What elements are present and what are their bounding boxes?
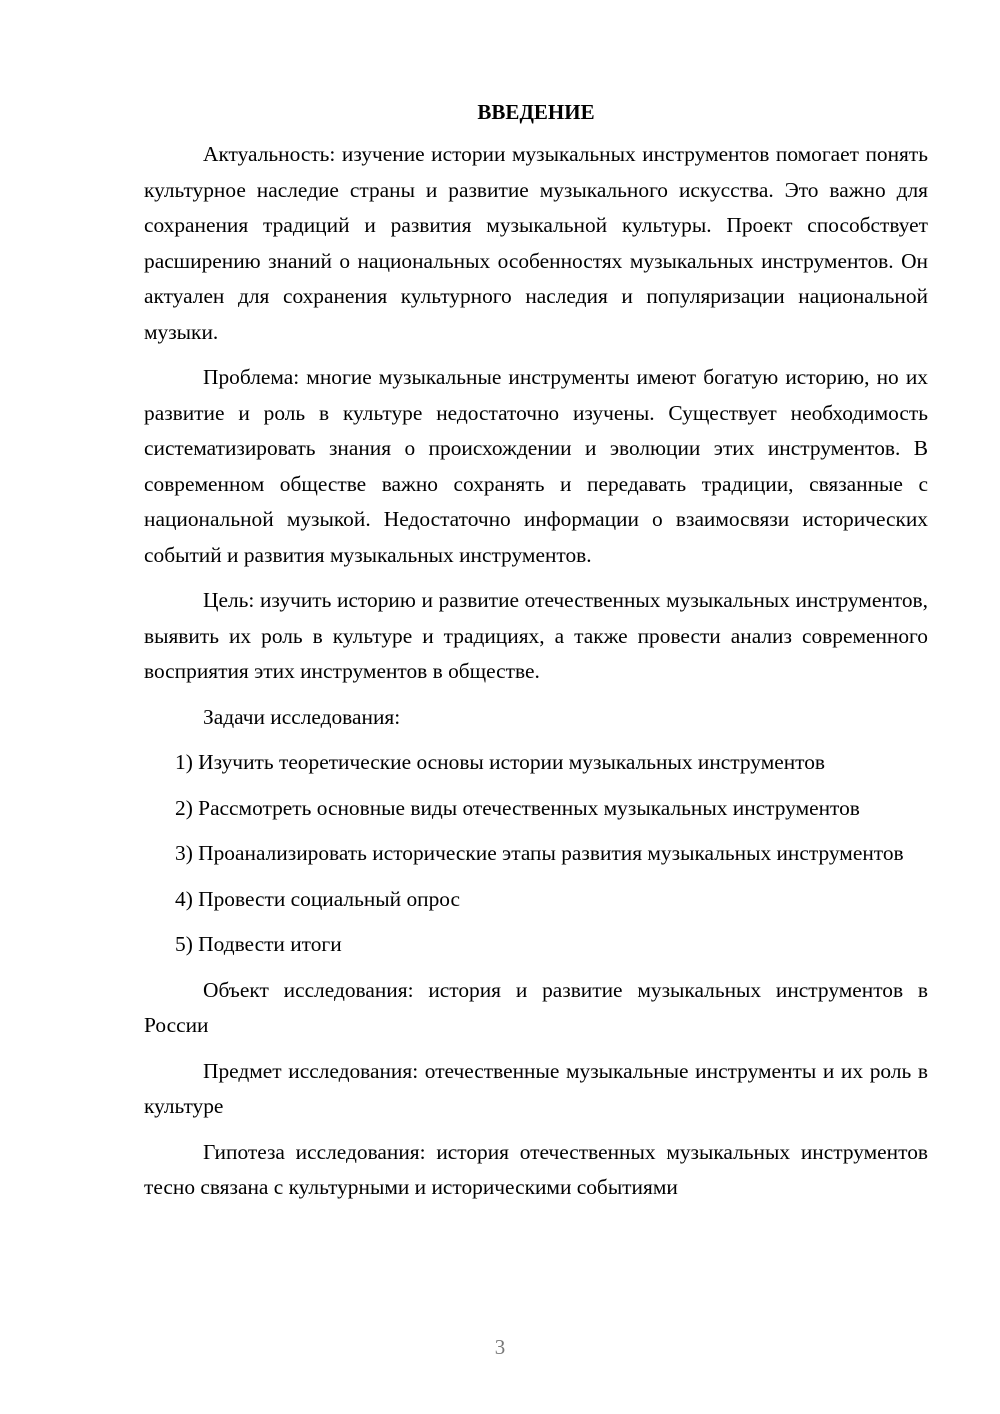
problem-paragraph: Проблема: многие музыкальные инструменты имеют богатую историю, но их развитие и роль в культуре недостаточно изучены. Существует необходимость систематизировать знания о происхождении и эволюции этих инструментов. В современном обществе важно сохранять и передавать традиции, связанные с национальной музыкой. Недостаточно информации о взаимосвязи исторических событий и развития музыкальных инструментов. xyxy=(144,365,928,567)
goal-paragraph: Цель: изучить историю и развитие отечественных музыкальных инструментов, выявить их роль в культуре и традициях, а также провести анализ современного восприятия этих инструментов в обществе. xyxy=(144,588,928,683)
page-number: 3 xyxy=(494,1335,506,1359)
task-item-2: 2) Рассмотреть основные виды отечественных музыкальных инструментов xyxy=(175,795,860,820)
relevance-paragraph: Актуальность: изучение истории музыкальных инструментов помогает понять культурное наследие страны и развитие музыкального искусства. Это важно для сохранения традиций и развития музыкальной культуры. Проект способствует расширению знаний о национальных особенностях музыкальных инструментов. Он актуален для сохранения культурного наследия и популяризации национальной музыки. xyxy=(144,142,928,344)
document-body xyxy=(144,96,928,1216)
task-item-3: 3) Проанализировать исторические этапы развития музыкальных инструментов xyxy=(175,841,904,865)
task-item-4: 4) Провести социальный опрос xyxy=(175,886,461,911)
hypothesis-paragraph: Гипотеза исследования: история отечественных музыкальных инструментов тесно связана с культурными и историческими событиями xyxy=(144,1139,928,1199)
research-object-paragraph: Объект исследования: история и развитие музыкальных инструментов в России xyxy=(144,977,928,1037)
tasks-heading: Задачи исследования: xyxy=(203,704,401,729)
task-item-5: 5) Подвести итоги xyxy=(175,932,342,956)
task-item-1: 1) Изучить теоретические основы истории музыкальных инструментов xyxy=(175,750,826,774)
section-title: ВВЕДЕНИЕ xyxy=(477,100,595,124)
research-subject-paragraph: Предмет исследования: отечественные музыкальные инструменты и их роль в культуре xyxy=(144,1058,928,1118)
